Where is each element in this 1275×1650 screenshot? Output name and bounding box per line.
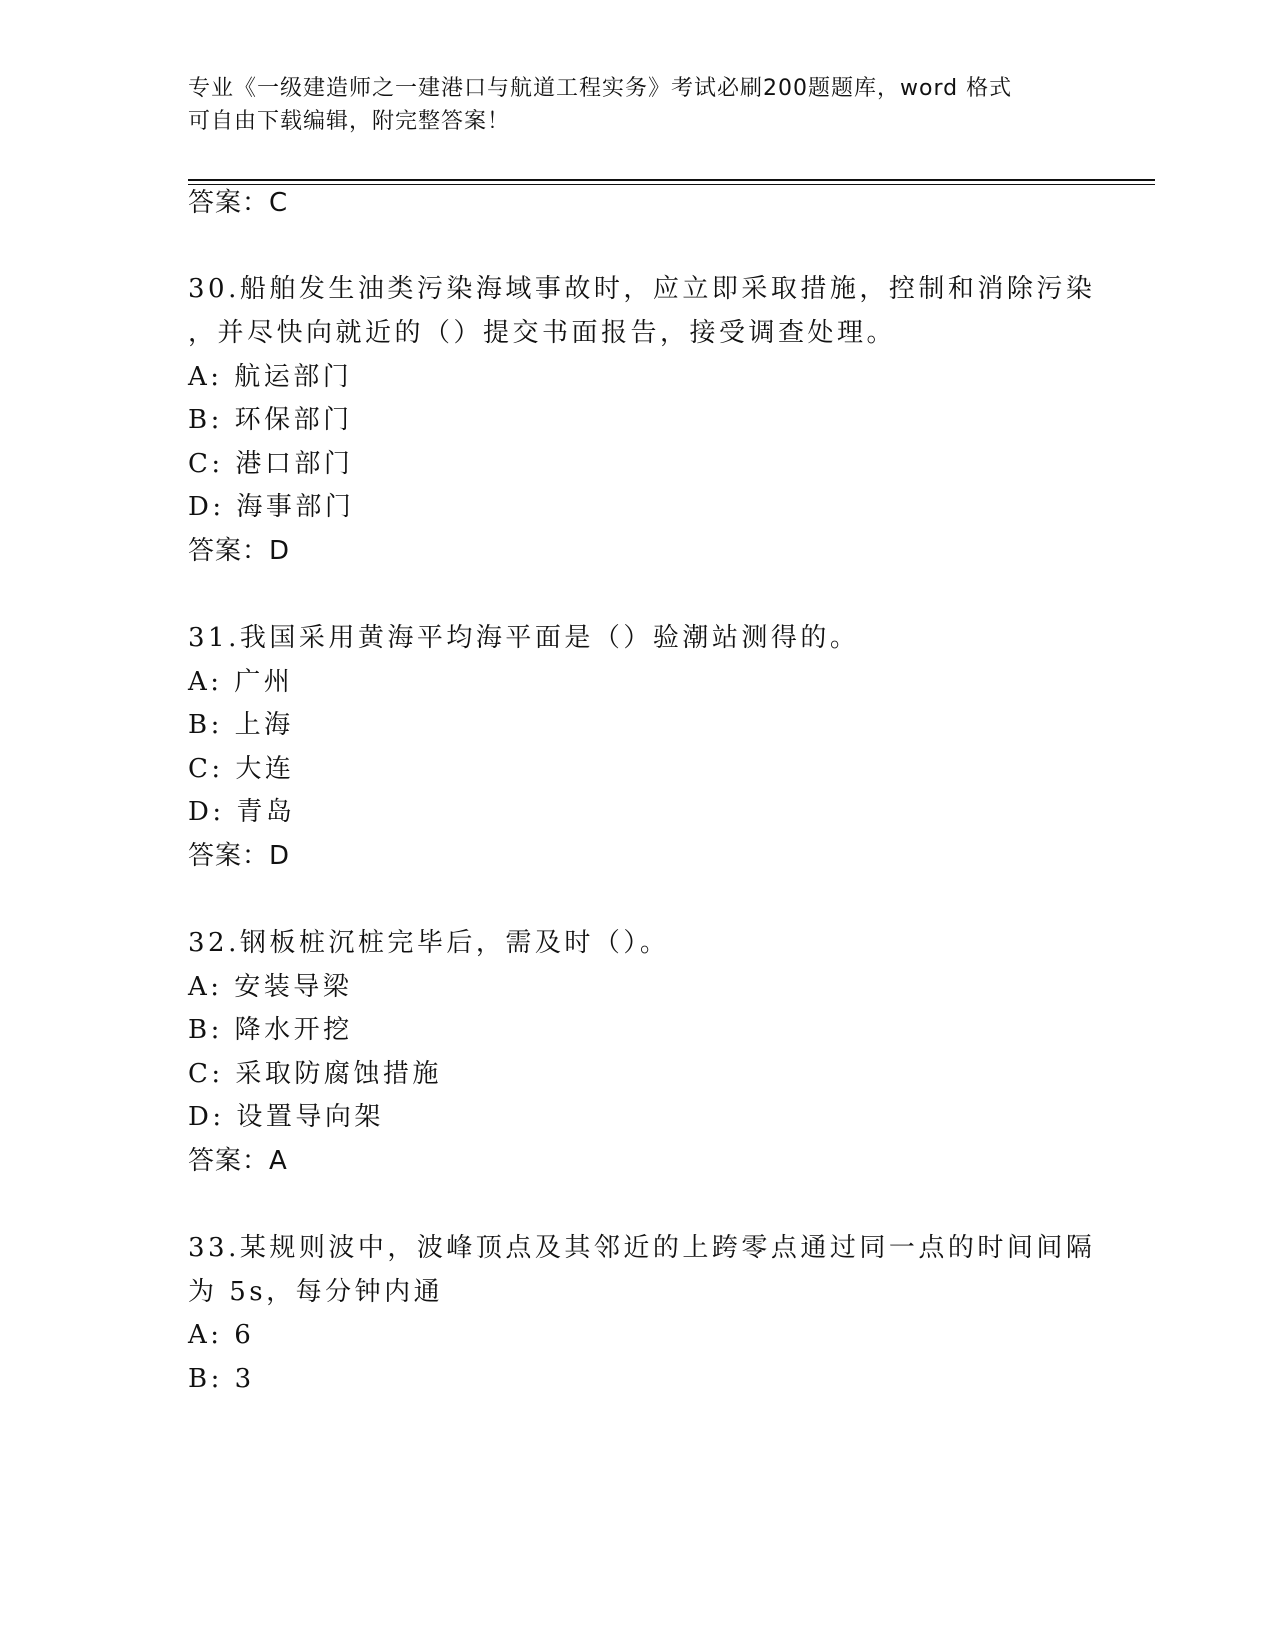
document-header: [188, 72, 1068, 138]
question-30-option-a: A: 航运部门: [188, 362, 353, 392]
question-31-option-b: B: 上海: [188, 710, 294, 740]
question-33-stem-line-1: 33.某规则波中，波峰顶点及其邻近的上跨零点通过同一点的时间间隔: [188, 1233, 1096, 1263]
question-31-option-d: D: 青岛: [188, 797, 296, 827]
question-32-answer: 答案：A: [188, 1146, 288, 1176]
question-32-option-c: C: 采取防腐蚀措施: [188, 1059, 442, 1089]
question-33-stem-line-2: 为 5s，每分钟内通: [188, 1277, 444, 1307]
question-30-option-d: D: 海事部门: [188, 492, 355, 522]
header-title-line-2: 可自由下载编辑，附完整答案！: [188, 109, 511, 134]
question-30-answer: 答案：D: [188, 536, 291, 566]
question-32-option-a: A: 安装导梁: [188, 972, 353, 1002]
question-32-option-b: B: 降水开挖: [188, 1015, 353, 1045]
answer-29: 答案：C: [188, 188, 289, 218]
question-30-stem-line-1: 30.船舶发生油类污染海域事故时，应立即采取措施，控制和消除污染: [188, 274, 1096, 304]
header-rule-thin: [188, 184, 1155, 185]
question-32-option-d: D: 设置导向架: [188, 1102, 384, 1132]
question-31-option-a: A: 广州: [188, 667, 294, 697]
question-31-stem-line-1: 31.我国采用黄海平均海平面是（）验潮站测得的。: [188, 623, 860, 653]
question-33-option-a: A: 6: [188, 1320, 255, 1350]
question-30-option-b: B: 环保部门: [188, 405, 353, 435]
question-30-option-c: C: 港口部门: [188, 449, 354, 479]
question-33-option-b: B: 3: [188, 1364, 255, 1394]
question-32-stem-line-1: 32.钢板桩沉桩完毕后，需及时（）。: [188, 928, 670, 958]
header-rule-thick: [188, 179, 1155, 181]
question-31-answer: 答案：D: [188, 841, 291, 871]
header-title-line-1: 专业《一级建造师之一建港口与航道工程实务》考试必刷200题题库，word 格式: [188, 76, 1013, 101]
question-30-stem-line-2: ，并尽快向就近的（）提交书面报告，接受调查处理。: [188, 318, 897, 348]
question-31-option-c: C: 大连: [188, 754, 295, 784]
